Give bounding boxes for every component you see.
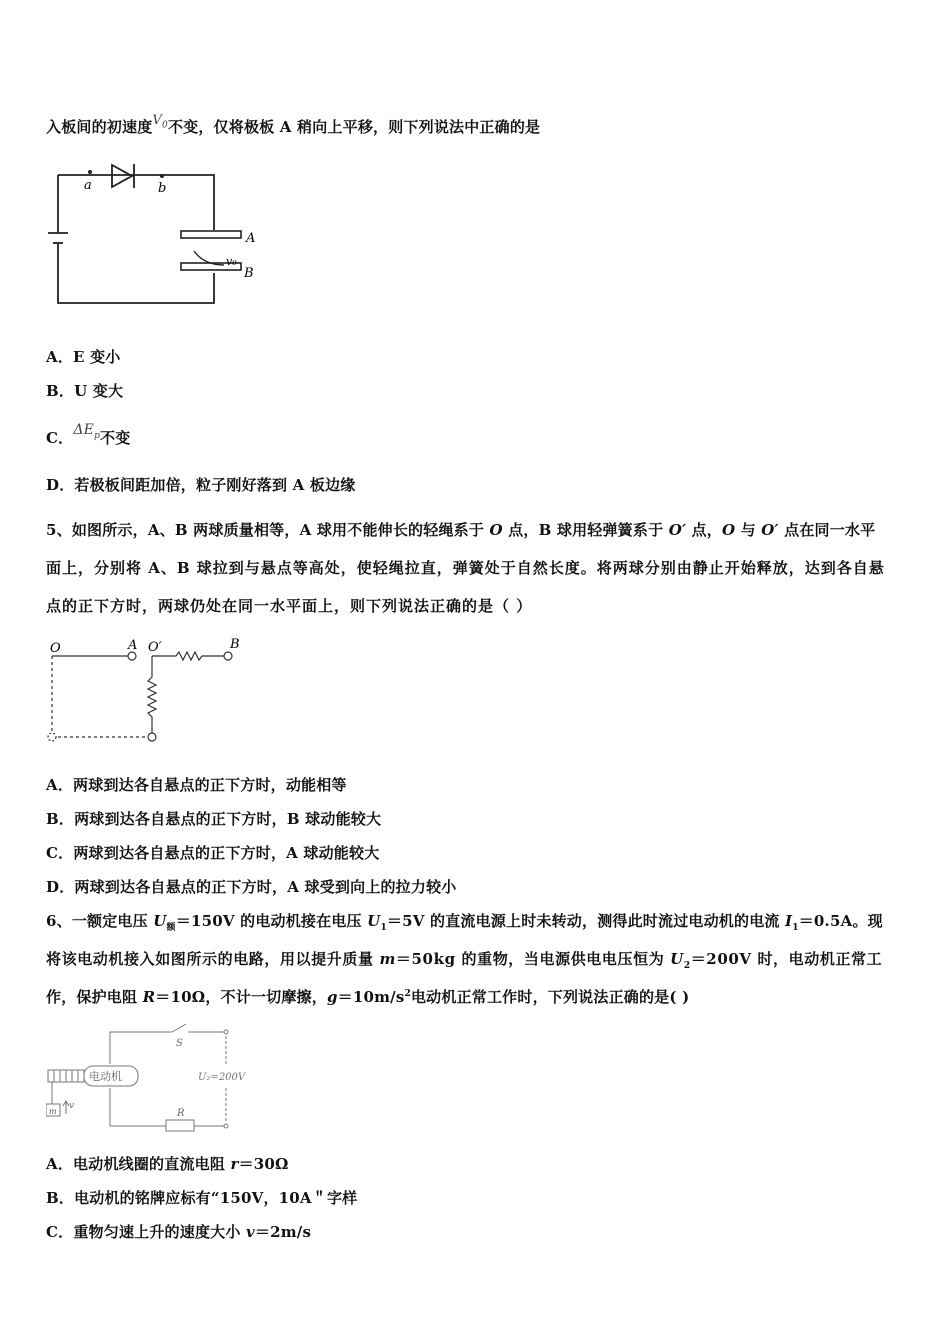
- q4-option-a: A．E 变小: [46, 348, 121, 366]
- label-S: S: [176, 1038, 183, 1049]
- q6-option-c: C．重物匀速上升的速度大小 v＝2m/s: [46, 1223, 312, 1241]
- q6-stem-line1: 6、一额定电压 $U_额=150V$ 的电动机接在电压 $U_1=5V$ 的直流电源上时未转动，测得此时流过电动机的电流 $I_1=0.5A$。现: [46, 912, 883, 933]
- q4-option-c: C．$\Delta E_p$不变: [46, 422, 131, 447]
- v0-symbol: $V_0$: [152, 113, 168, 131]
- label-R: R: [177, 1108, 185, 1119]
- delta-ep-symbol: $\Delta E_p$: [73, 422, 101, 441]
- q5-stem-line1: 5、如图所示，A、B 两球质量相等，A 球用不能伸长的轻绳系于 O 点，B 球用轻弹簧系于 O′ 点，O 与 O′ 点在同一水平: [46, 521, 876, 539]
- q5-option-d: D．两球到达各自悬点的正下方时，A 球受到向上的拉力较小: [46, 878, 457, 896]
- q5-option-b: B．两球到达各自悬点的正下方时，B 球动能较大: [46, 810, 382, 828]
- label-v0: v₀: [226, 255, 237, 268]
- q6-stem-line2: 将该电动机接入如图所示的电路，用以提升质量 m＝50kg 的重物，当电源供电电压恒为 $U_2=200V$ 时，电动机正常工: [46, 950, 883, 971]
- label-O-prime: O′: [148, 640, 162, 655]
- q5-option-a: A．两球到达各自悬点的正下方时，动能相等: [46, 776, 347, 794]
- q5-stem-line2: 面上，分别将 A、B 球拉到与悬点等高处，使轻绳拉直，弹簧处于自然长度。将两球分别由静止开始释放，达到各自悬: [46, 559, 885, 577]
- label-motor: 电动机: [89, 1070, 122, 1083]
- label-A: A: [128, 638, 138, 653]
- q6-option-b: B．电动机的铭牌应标有“150V，10A＂字样: [46, 1189, 358, 1207]
- q5-stem-line3: 点的正下方时，两球仍处在同一水平面上，则下列说法正确的是（ ）: [46, 597, 533, 615]
- label-U2: U₂=200V: [198, 1072, 246, 1083]
- label-B: B: [230, 637, 240, 652]
- q6-option-a: A．电动机线圈的直流电阻 r＝30Ω: [46, 1155, 289, 1173]
- label-a: a: [84, 178, 92, 193]
- q6-motor-circuit-figure: [46, 1022, 266, 1134]
- label-m: m: [49, 1107, 57, 1116]
- q6-stem-line3: 作，保护电阻 R＝10Ω，不计一切摩擦，$g=10m/s^2$电动机正常工作时，下列说法正确的是( ): [46, 988, 690, 1006]
- q4-option-b: B．U 变大: [46, 382, 124, 400]
- q4-option-d: D．若极板间距加倍，粒子刚好落到 A 板边缘: [46, 476, 356, 494]
- label-O: O: [50, 641, 61, 656]
- q4-circuit-figure: [46, 155, 276, 315]
- label-b: b: [158, 181, 167, 196]
- q5-pendulum-figure: [46, 632, 256, 750]
- label-plate-B: B: [244, 266, 254, 281]
- q4-stem: 入板间的初速度$V_0$不变，仅将极板 A 稍向上平移，则下列说法中正确的是: [46, 113, 541, 136]
- label-v: v: [69, 1101, 75, 1111]
- q5-option-c: C．两球到达各自悬点的正下方时，A 球动能较大: [46, 844, 380, 862]
- label-plate-A: A: [246, 231, 256, 246]
